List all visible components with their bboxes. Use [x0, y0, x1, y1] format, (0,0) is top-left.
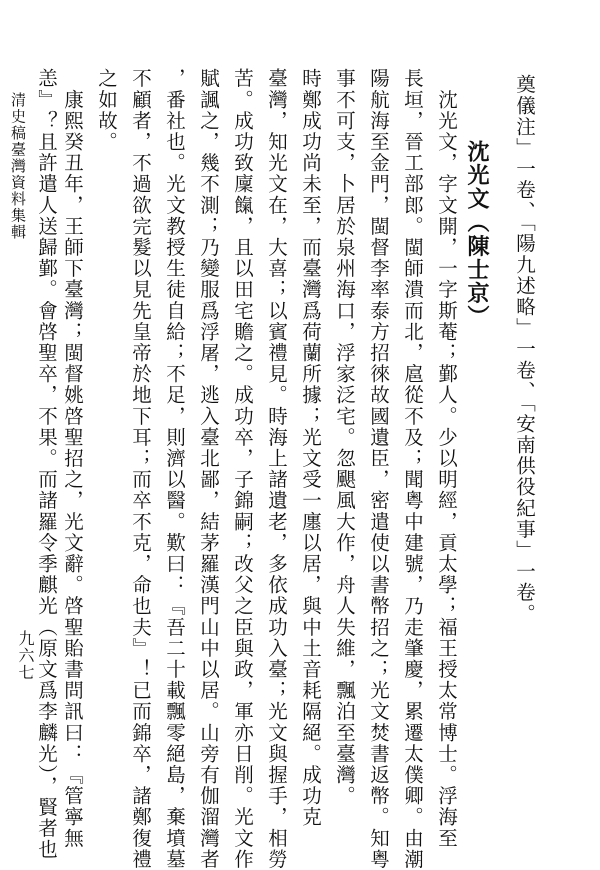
text-column-12: 賦諷之，幾不測；乃變服爲浮屠，逃入臺北鄙，結茅羅漢門山中以居。山旁有伽溜灣者	[197, 68, 220, 870]
text-column-7: 陽航海至金門，閩督李率泰方招徠故國遺臣，密遣使以書幣招之；光文焚書返幣。知粤	[367, 68, 390, 870]
page-number: 九六七	[16, 630, 35, 681]
section-heading-text: 沈光文（陳士京）	[464, 140, 490, 329]
book-title: 清史稿臺灣資料集輯	[9, 92, 27, 241]
text-column-17: 恙』？且許遣人送歸鄞。會啓聖卒，不果。而諸羅令季麒光（原文爲李麟光），賢者也	[35, 68, 58, 861]
text-column-15: 之如故。	[95, 68, 118, 153]
text-column-13: ，番社也。光文教授生徒自給；不足，則濟以醫。歎曰：『吾二十載飄零絕島，棄墳墓	[163, 68, 186, 870]
text-column-16: 康熙癸丑年，王師下臺灣；閩督姚啓聖招之，光文辭。啓聖貽書問訊曰：『管寧無	[61, 68, 84, 849]
text-column-14: 不顧者，不過欲完髮以見先皇帝於地下耳；而卒不克，命也夫』！已而錦卒，諸鄭復禮	[129, 68, 152, 870]
text-column-5: 沈光文，字文開，一字斯菴；鄞人。少以明經，貢太學；福王授太常博士。浮海至	[435, 68, 458, 849]
text-column-9: 時鄭成功尚未至，而臺灣爲荷蘭所據；光文受一廛以居，與中土音耗隔絕。成功克	[299, 68, 322, 828]
section-heading	[466, 140, 488, 329]
text-column-8: 事不可支，卜居於泉州海口，浮家泛宅。忽颶風大作，舟人失維，飄泊至臺灣。	[333, 68, 356, 807]
text-column-6: 長垣，晉工部郎。閩師潰而北，扈從不及；聞粤中建號，乃走肇慶，累遷太僕卿。由潮	[401, 68, 424, 870]
text-column-11: 苦。成功致廩餼，且以田宅贍之。成功卒，子錦嗣；改父之臣與政，軍亦日削。光文作	[231, 68, 254, 870]
text-column-10: 臺灣，知光文在，大喜；以賓禮見。時海上諸遺老，多依成功入臺；光文與握手，相勞	[265, 68, 288, 870]
text-column-1: 奠儀注」一卷、「陽九述略」一卷、「安南供役紀事」一卷。	[513, 74, 536, 625]
